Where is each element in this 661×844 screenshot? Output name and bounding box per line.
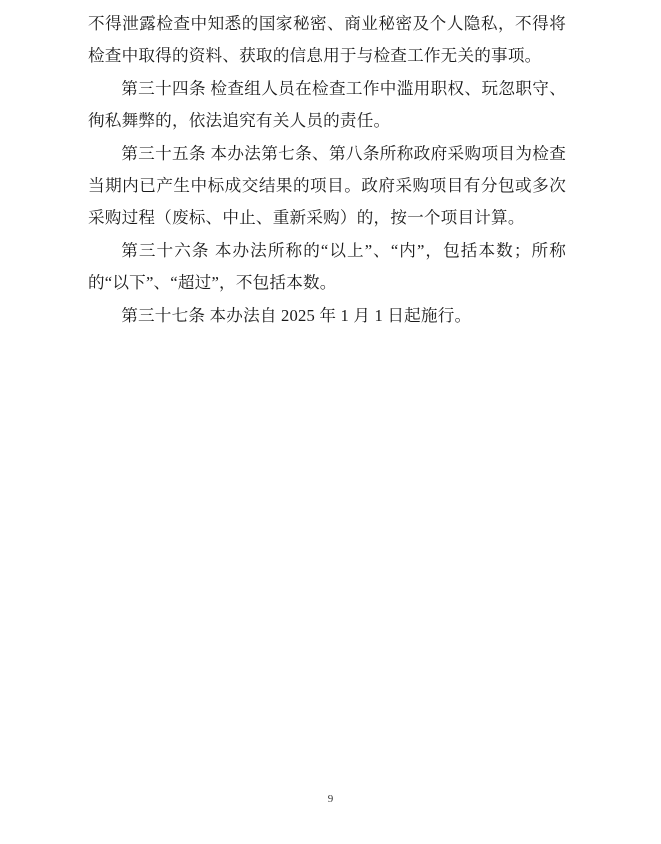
paragraph-article-35: 第三十五条 本办法第七条、第八条所称政府采购项目为检查当期内已产生中标成交结果的项目。政府采购项目有分包或多次采购过程（废标、中止、重新采购）的，按一个项目计算。 — [88, 143, 566, 228]
paragraph-article-34: 第三十四条 检查组人员在检查工作中滥用职权、玩忽职守、徇私舞弊的，依法追究有关人员的责任。 — [88, 78, 566, 131]
paragraph-article-36: 第三十六条 本办法所称的“以上”、“内”，包括本数；所称的“以下”、“超过”，不包括本数。 — [88, 240, 566, 293]
document-body — [88, 8, 566, 332]
paragraph-article-37: 第三十七条 本办法自 2025 年 1 月 1 日起施行。 — [121, 305, 472, 325]
page-number: 9 — [327, 793, 334, 805]
paragraph-continuation: 不得泄露检查中知悉的国家秘密、商业秘密及个人隐私，不得将检查中取得的资料、获取的信息用于与检查工作无关的事项。 — [88, 14, 566, 66]
